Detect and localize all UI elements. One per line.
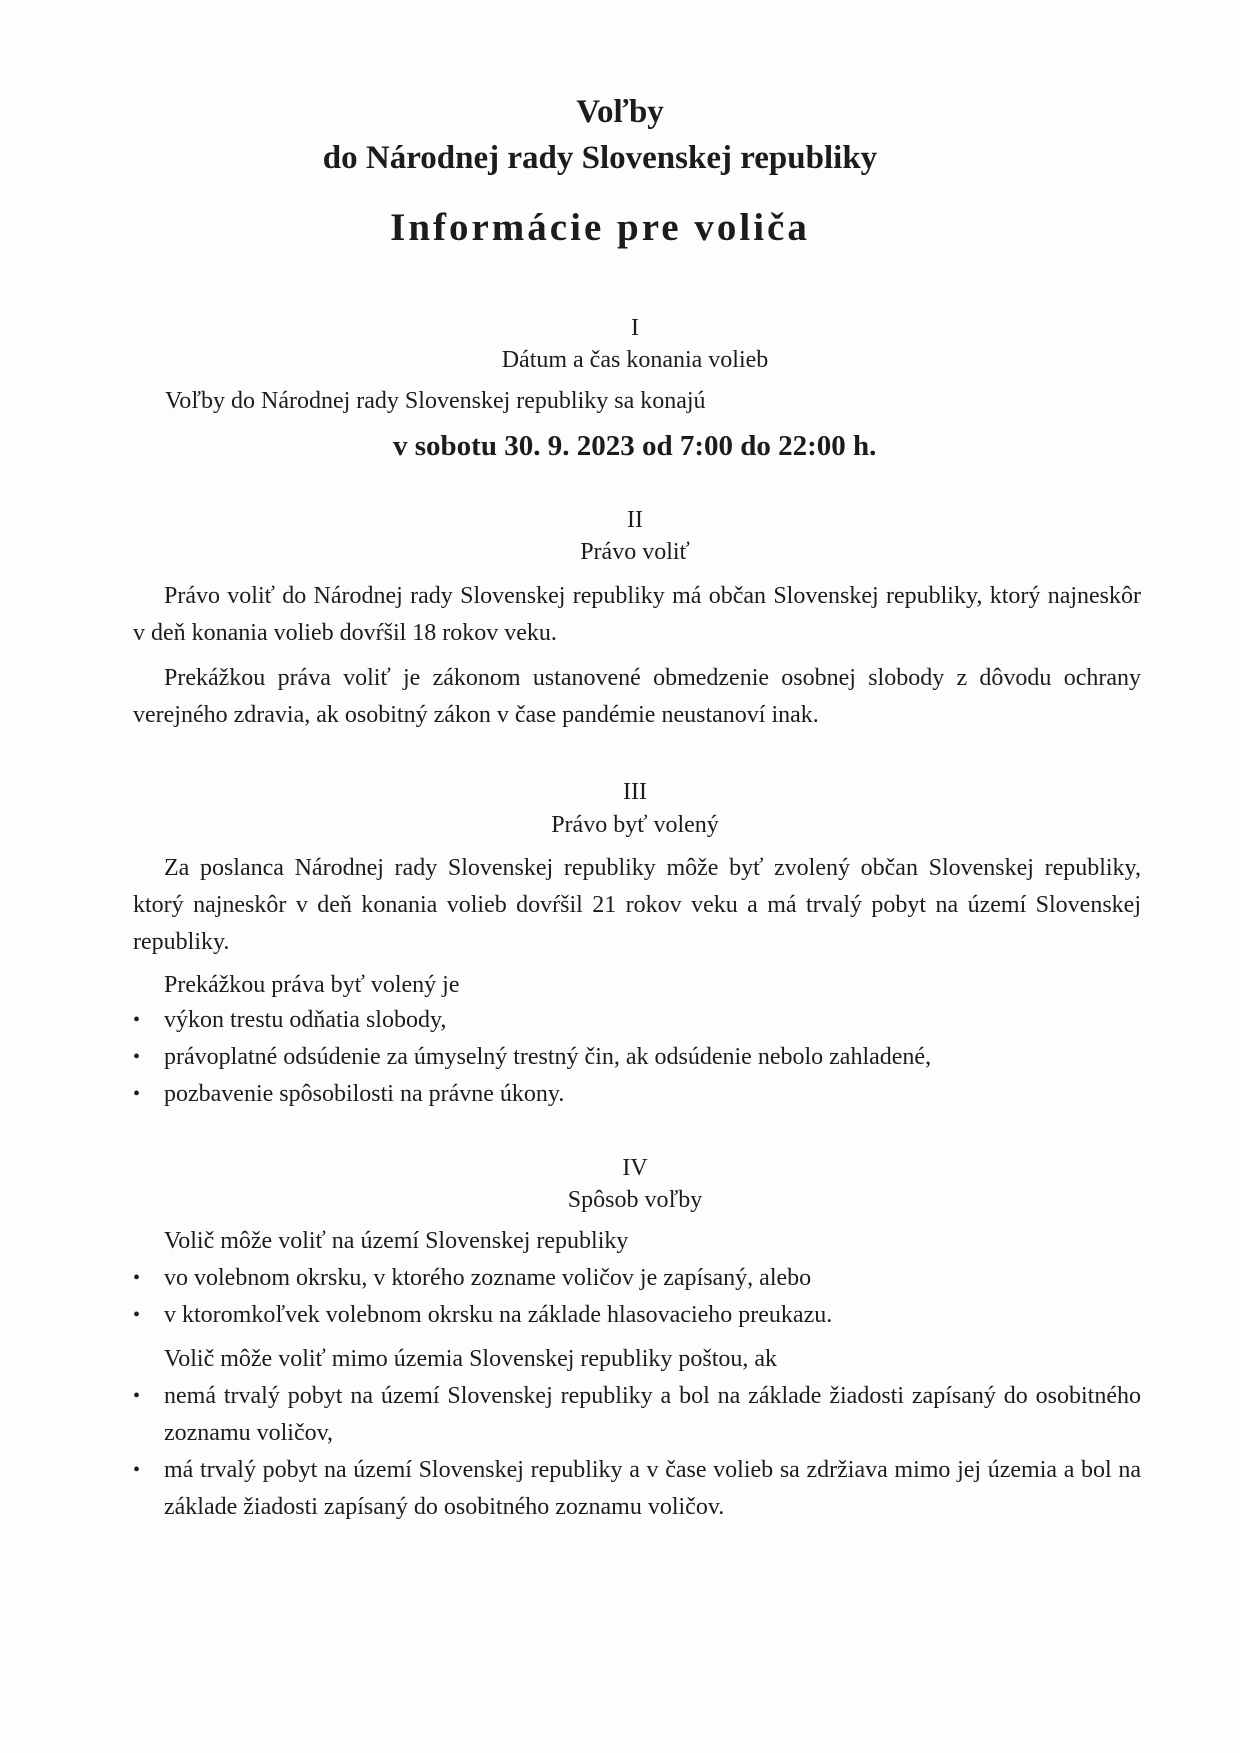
bullet-icon: • <box>133 1304 141 1326</box>
bullet-icon: • <box>133 1083 141 1105</box>
list-item-text: má trvalý pobyt na území Slovenskej republiky a v čase volieb sa zdržiava mimo jej územia a bol na základe žiadosti zapísaný do osobitného zoznamu voličov. <box>164 1457 1141 1520</box>
list-item-text: nemá trvalý pobyt na území Slovenskej republiky a bol na základe žiadosti zapísaný do osobitného zoznamu voličov, <box>164 1383 1141 1446</box>
list-item-text: vo volebnom okrsku, v ktorého zozname voličov je zapísaný, alebo <box>164 1265 812 1291</box>
bullet-icon: • <box>133 1267 141 1289</box>
list-item <box>133 1297 1141 1334</box>
election-date: v sobotu 30. 9. 2023 od 7:00 do 22:00 h. <box>393 430 877 462</box>
section-1-text: Voľby do Národnej rady Slovenskej republiky sa konajú <box>165 388 706 414</box>
section-2-paragraph-1: Právo voliť do Národnej rady Slovenskej republiky má občan Slovenskej republiky, ktorý najneskôr v deň konania volieb dovŕšil 18 rokov veku. <box>133 583 1141 646</box>
section-2-number: II <box>627 507 643 533</box>
heading-voter-info: Informácie pre voliča <box>390 206 810 249</box>
section-4-list1-intro: Volič môže voliť na území Slovenskej republiky <box>164 1228 629 1254</box>
section-4-list2-intro: Volič môže voliť mimo územia Slovenskej republiky poštou, ak <box>164 1346 778 1372</box>
section-3-list-intro: Prekážkou práva byť volený je <box>164 972 460 998</box>
section-3-number: III <box>623 779 647 805</box>
section-2-paragraph-2: Prekážkou práva voliť je zákonom ustanovené obmedzenie osobnej slobody z dôvodu ochrany verejného zdravia, ak osobitný zákon v čase pandémie neustanoví inak. <box>133 665 1141 728</box>
section-4-title: Spôsob voľby <box>567 1187 703 1213</box>
section-3-paragraph: Za poslanca Národnej rady Slovenskej republiky môže byť zvolený občan Slovenskej republiky, ktorý najneskôr v deň konania volieb dovŕšil 21 rokov veku a má trvalý pobyt na území Slovenskej republiky. <box>133 855 1141 955</box>
list-item <box>133 1039 1141 1076</box>
bullet-icon: • <box>133 1009 141 1031</box>
list-item <box>133 1076 1141 1113</box>
list-item <box>133 1378 1141 1452</box>
bullet-icon: • <box>133 1385 141 1407</box>
list-item <box>133 1452 1141 1526</box>
list-item <box>133 1002 1141 1039</box>
section-3-title: Právo byť volený <box>551 812 719 838</box>
bullet-icon: • <box>133 1459 141 1481</box>
list-item-text: v ktoromkoľvek volebnom okrsku na základe hlasovacieho preukazu. <box>164 1302 833 1328</box>
section-1-title: Dátum a čas konania volieb <box>501 347 769 373</box>
list-item-text: právoplatné odsúdenie za úmyselný trestný čin, ak odsúdenie nebolo zahladené, <box>164 1044 932 1070</box>
heading-elections: Voľby <box>576 94 664 130</box>
section-1-number: I <box>631 315 639 341</box>
section-4-number: IV <box>622 1155 648 1181</box>
list-item <box>133 1260 1141 1297</box>
list-item-text: výkon trestu odňatia slobody, <box>164 1007 447 1033</box>
section-2-title: Právo voliť <box>580 539 690 565</box>
list-item-text: pozbavenie spôsobilosti na právne úkony. <box>164 1081 565 1107</box>
bullet-icon: • <box>133 1046 141 1068</box>
heading-council: do Národnej rady Slovenskej republiky <box>322 140 878 176</box>
